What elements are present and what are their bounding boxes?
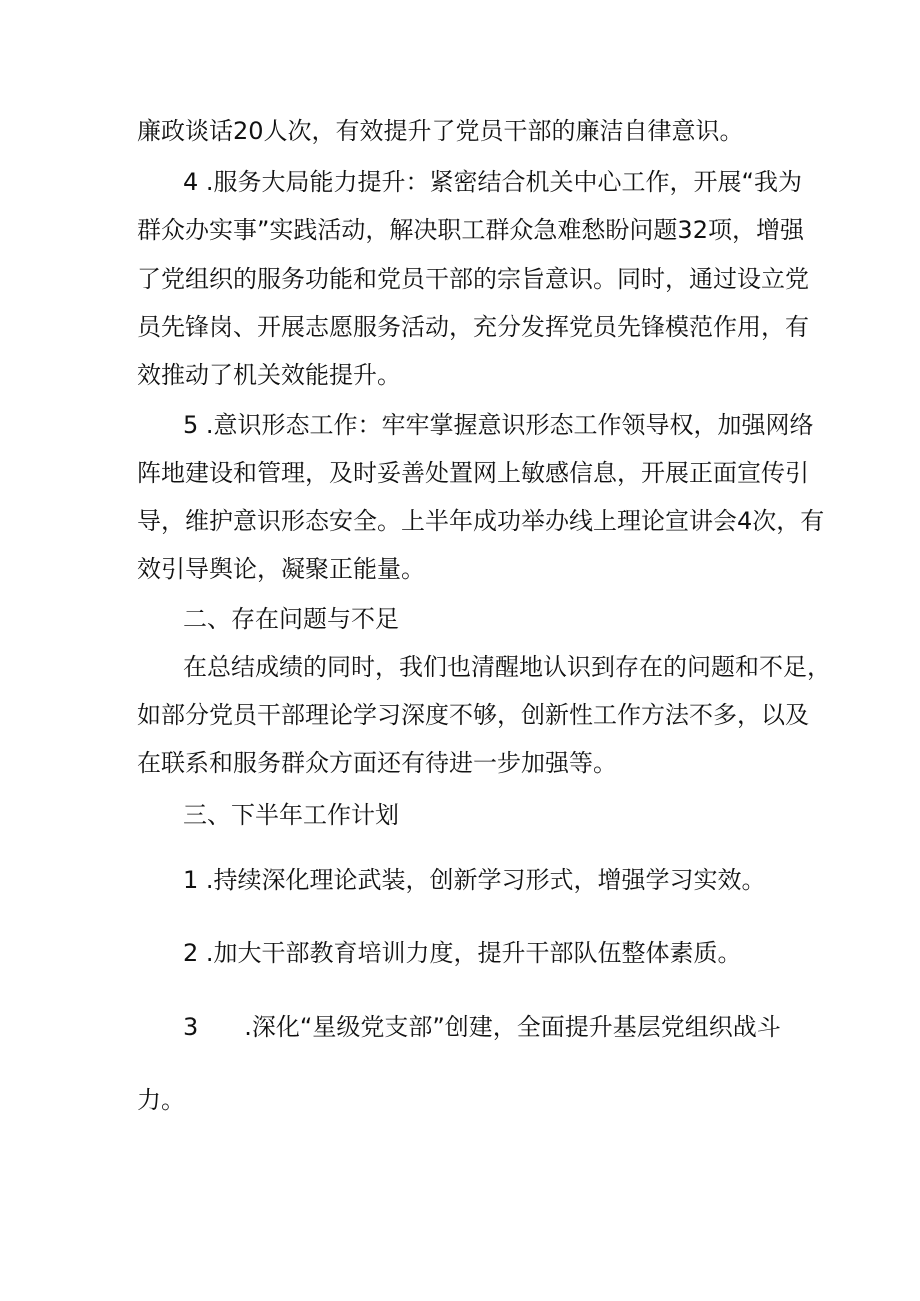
plan-item-3-number: 3 [183,1013,199,1041]
paragraph-line: 效引导舆论，凝聚正能量。 [137,555,425,583]
section-heading-2: 二、存在问题与不足 [183,605,399,633]
list-item-5: 5 .意识形态工作：牢牢掌握意识形态工作领导权，加强网络 [183,411,814,439]
paragraph-line: 效推动了机关效能提升。 [137,361,401,389]
paragraph-line: 阵地建设和管理，及时妥善处置网上敏感信息，开展正面宣传引 [137,459,809,487]
plan-item-3 [183,1011,781,1043]
section-heading-3: 三、下半年工作计划 [183,801,399,829]
list-item-4: 4 .服务大局能力提升：紧密结合机关中心工作，开展“我为 [183,168,802,196]
paragraph-line: 导，维护意识形态安全。上半年成功举办线上理论宣讲会4次，有 [137,507,825,535]
paragraph-line: 员先锋岗、开展志愿服务活动，充分发挥党员先锋模范作用，有 [137,313,809,341]
paragraph-line: 在总结成绩的同时，我们也清醒地认识到存在的问题和不足， [183,653,831,681]
paragraph-line: 了党组织的服务功能和党员干部的宗旨意识。同时，通过设立党 [137,265,809,293]
plan-item-1: 1 .持续深化理论武装，创新学习形式，增强学习实效。 [183,866,766,894]
paragraph-line: 群众办实事”实践活动，解决职工群众急难愁盼问题32项，增强 [137,216,804,244]
paragraph-line: 廉政谈话20人次，有效提升了党员干部的廉洁自律意识。 [137,117,744,145]
paragraph-line: 如部分党员干部理论学习深度不够，创新性工作方法不多，以及 [137,701,809,729]
paragraph-line: 在联系和服务群众方面还有待进一步加强等。 [137,749,617,777]
plan-item-2: 2 .加大干部教育培训力度，提升干部队伍整体素质。 [183,939,742,967]
plan-item-3-text: .深化“星级党支部”创建，全面提升基层党组织战斗 [244,1013,781,1041]
paragraph-line: 力。 [137,1086,185,1114]
